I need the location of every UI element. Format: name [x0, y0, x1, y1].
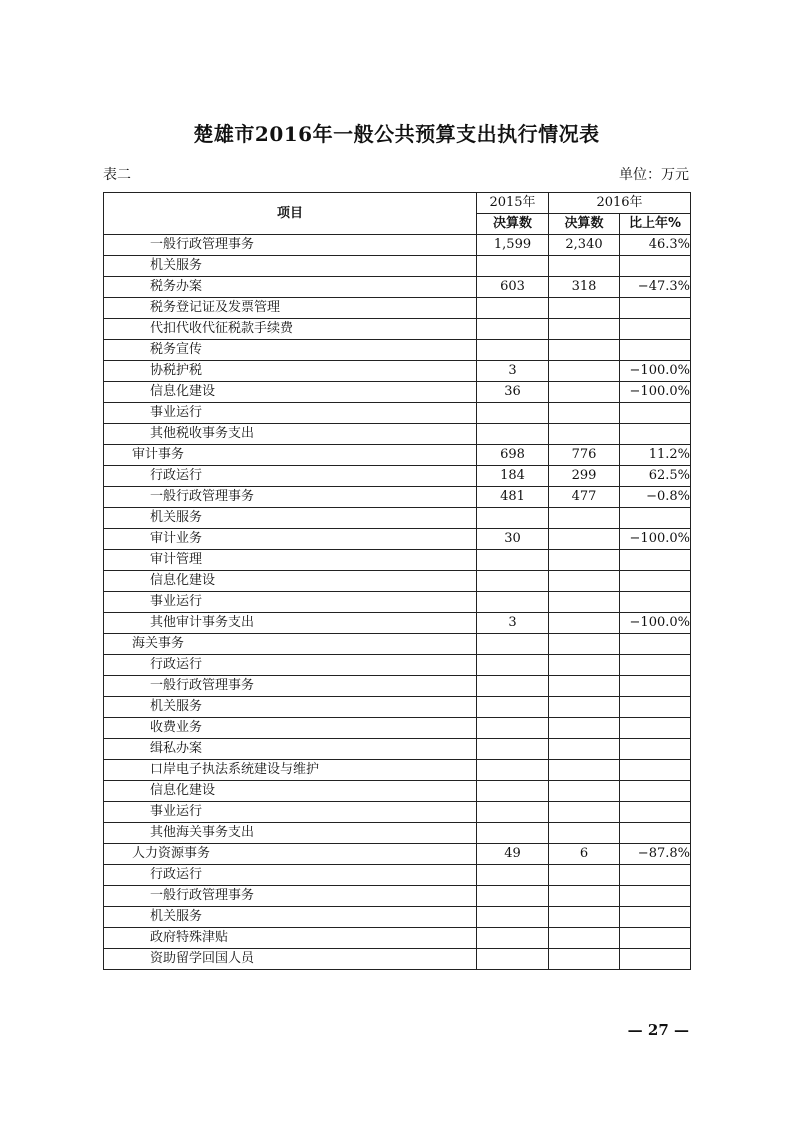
row-yoy-percent	[620, 508, 691, 529]
table-row	[104, 298, 691, 319]
row-item-name: 税务宣传	[104, 340, 477, 361]
table-row	[104, 445, 691, 466]
row-item-name: 一般行政管理事务	[104, 235, 477, 256]
row-value-2016	[549, 928, 620, 949]
row-yoy-percent	[620, 403, 691, 424]
table-header	[104, 193, 691, 235]
table-row	[104, 844, 691, 865]
row-item-name: 信息化建设	[104, 571, 477, 592]
row-yoy-percent	[620, 781, 691, 802]
table-row	[104, 277, 691, 298]
table-body	[104, 235, 691, 970]
row-yoy-percent: 62.5%	[620, 466, 691, 487]
table-row	[104, 550, 691, 571]
row-item-name: 行政运行	[104, 865, 477, 886]
table-row	[104, 256, 691, 277]
row-yoy-percent	[620, 571, 691, 592]
row-item-name: 税务办案	[104, 277, 477, 298]
table-row	[104, 466, 691, 487]
row-item-name: 机关服务	[104, 256, 477, 277]
row-item-name: 海关事务	[104, 634, 477, 655]
header-final-2016: 决算数	[549, 214, 620, 235]
row-value-2016	[549, 865, 620, 886]
row-yoy-percent	[620, 697, 691, 718]
row-value-2016: 776	[549, 445, 620, 466]
row-value-2015	[477, 781, 549, 802]
row-value-2016	[549, 634, 620, 655]
row-yoy-percent	[620, 655, 691, 676]
row-yoy-percent	[620, 949, 691, 970]
row-item-name: 人力资源事务	[104, 844, 477, 865]
row-yoy-percent	[620, 550, 691, 571]
table-row	[104, 928, 691, 949]
row-value-2016	[549, 298, 620, 319]
row-yoy-percent	[620, 592, 691, 613]
row-value-2016	[549, 592, 620, 613]
table-row	[104, 361, 691, 382]
header-final-2015: 决算数	[477, 214, 549, 235]
row-yoy-percent	[620, 634, 691, 655]
row-item-name: 机关服务	[104, 508, 477, 529]
row-value-2015	[477, 760, 549, 781]
row-value-2015: 184	[477, 466, 549, 487]
row-yoy-percent: −100.0%	[620, 529, 691, 550]
row-value-2015	[477, 823, 549, 844]
row-item-name: 审计业务	[104, 529, 477, 550]
row-yoy-percent	[620, 298, 691, 319]
row-value-2015	[477, 865, 549, 886]
row-item-name: 政府特殊津贴	[104, 928, 477, 949]
row-item-name: 一般行政管理事务	[104, 487, 477, 508]
row-yoy-percent	[620, 865, 691, 886]
row-value-2016	[549, 802, 620, 823]
row-yoy-percent: 46.3%	[620, 235, 691, 256]
table-row	[104, 823, 691, 844]
row-value-2015	[477, 655, 549, 676]
table-row	[104, 403, 691, 424]
row-yoy-percent	[620, 907, 691, 928]
row-value-2015: 36	[477, 382, 549, 403]
row-yoy-percent	[620, 319, 691, 340]
row-item-name: 代扣代收代征税款手续费	[104, 319, 477, 340]
row-item-name: 税务登记证及发票管理	[104, 298, 477, 319]
row-yoy-percent	[620, 739, 691, 760]
row-value-2016: 299	[549, 466, 620, 487]
table-row	[104, 907, 691, 928]
row-yoy-percent: −0.8%	[620, 487, 691, 508]
row-value-2016: 6	[549, 844, 620, 865]
row-yoy-percent: 11.2%	[620, 445, 691, 466]
row-value-2015	[477, 739, 549, 760]
row-value-2015: 1,599	[477, 235, 549, 256]
row-value-2016	[549, 424, 620, 445]
row-value-2016	[549, 508, 620, 529]
row-item-name: 事业运行	[104, 802, 477, 823]
row-value-2015	[477, 256, 549, 277]
row-item-name: 审计管理	[104, 550, 477, 571]
row-value-2015	[477, 928, 549, 949]
row-item-name: 协税护税	[104, 361, 477, 382]
table-row	[104, 949, 691, 970]
row-value-2016: 477	[549, 487, 620, 508]
row-item-name: 审计事务	[104, 445, 477, 466]
header-year-2016: 2016年	[549, 193, 691, 214]
table-row	[104, 634, 691, 655]
header-year-2015: 2015年	[477, 193, 549, 214]
row-value-2016	[549, 403, 620, 424]
row-item-name: 资助留学回国人员	[104, 949, 477, 970]
row-yoy-percent: −47.3%	[620, 277, 691, 298]
budget-table	[103, 192, 691, 970]
table-row	[104, 319, 691, 340]
row-value-2016	[549, 739, 620, 760]
row-value-2016	[549, 760, 620, 781]
row-item-name: 一般行政管理事务	[104, 676, 477, 697]
table-row	[104, 697, 691, 718]
row-value-2015	[477, 949, 549, 970]
row-yoy-percent	[620, 718, 691, 739]
row-value-2015	[477, 508, 549, 529]
row-item-name: 一般行政管理事务	[104, 886, 477, 907]
table-row	[104, 781, 691, 802]
row-item-name: 其他税收事务支出	[104, 424, 477, 445]
row-item-name: 信息化建设	[104, 781, 477, 802]
row-yoy-percent	[620, 424, 691, 445]
table-row	[104, 760, 691, 781]
row-value-2016	[549, 781, 620, 802]
table-row	[104, 382, 691, 403]
row-yoy-percent	[620, 928, 691, 949]
table-row	[104, 424, 691, 445]
row-item-name: 行政运行	[104, 655, 477, 676]
row-value-2016	[549, 382, 620, 403]
row-yoy-percent	[620, 760, 691, 781]
row-value-2015	[477, 697, 549, 718]
row-value-2016	[549, 907, 620, 928]
row-yoy-percent	[620, 256, 691, 277]
page-title: 楚雄市2016年一般公共预算支出执行情况表	[193, 122, 600, 146]
table-row	[104, 508, 691, 529]
row-yoy-percent	[620, 886, 691, 907]
row-item-name: 收费业务	[104, 718, 477, 739]
row-value-2015	[477, 403, 549, 424]
row-value-2016: 318	[549, 277, 620, 298]
row-value-2016	[549, 676, 620, 697]
row-value-2016: 2,340	[549, 235, 620, 256]
table-row	[104, 886, 691, 907]
table-row	[104, 739, 691, 760]
table-row	[104, 340, 691, 361]
row-value-2015	[477, 571, 549, 592]
row-value-2015	[477, 319, 549, 340]
row-item-name: 口岸电子执法系统建设与维护	[104, 760, 477, 781]
table-row	[104, 655, 691, 676]
row-value-2016	[549, 655, 620, 676]
row-value-2015	[477, 802, 549, 823]
row-item-name: 缉私办案	[104, 739, 477, 760]
row-value-2015: 698	[477, 445, 549, 466]
table-row	[104, 592, 691, 613]
row-value-2016	[549, 256, 620, 277]
row-value-2016	[549, 319, 620, 340]
table-row	[104, 718, 691, 739]
row-value-2015	[477, 634, 549, 655]
row-yoy-percent: −100.0%	[620, 382, 691, 403]
table-row	[104, 571, 691, 592]
row-value-2016	[549, 949, 620, 970]
row-value-2015	[477, 550, 549, 571]
row-value-2015	[477, 886, 549, 907]
row-value-2015	[477, 340, 549, 361]
table-row	[104, 487, 691, 508]
row-value-2016	[549, 613, 620, 634]
table-row	[104, 865, 691, 886]
row-value-2015: 603	[477, 277, 549, 298]
table-row	[104, 676, 691, 697]
row-value-2015	[477, 676, 549, 697]
row-item-name: 行政运行	[104, 466, 477, 487]
row-value-2015	[477, 592, 549, 613]
row-value-2016	[549, 361, 620, 382]
row-value-2016	[549, 823, 620, 844]
row-item-name: 信息化建设	[104, 382, 477, 403]
row-item-name: 机关服务	[104, 697, 477, 718]
row-value-2015	[477, 718, 549, 739]
row-value-2015	[477, 424, 549, 445]
table-row	[104, 613, 691, 634]
unit-label: 单位：万元	[619, 167, 689, 183]
row-yoy-percent	[620, 823, 691, 844]
row-value-2016	[549, 340, 620, 361]
row-value-2015: 30	[477, 529, 549, 550]
row-item-name: 事业运行	[104, 403, 477, 424]
row-value-2015: 481	[477, 487, 549, 508]
row-yoy-percent: −100.0%	[620, 361, 691, 382]
row-value-2015: 3	[477, 613, 549, 634]
row-value-2015	[477, 907, 549, 928]
page-number: — 27 —	[627, 1021, 689, 1039]
row-value-2016	[549, 697, 620, 718]
row-value-2016	[549, 718, 620, 739]
row-value-2016	[549, 550, 620, 571]
row-yoy-percent: −87.8%	[620, 844, 691, 865]
row-item-name: 机关服务	[104, 907, 477, 928]
table-row	[104, 235, 691, 256]
table-row	[104, 529, 691, 550]
row-yoy-percent: −100.0%	[620, 613, 691, 634]
row-yoy-percent	[620, 340, 691, 361]
table-number: 表二	[103, 167, 131, 183]
row-value-2015	[477, 298, 549, 319]
row-yoy-percent	[620, 676, 691, 697]
row-value-2015: 49	[477, 844, 549, 865]
row-value-2016	[549, 529, 620, 550]
row-yoy-percent	[620, 802, 691, 823]
row-value-2016	[549, 886, 620, 907]
row-value-2015: 3	[477, 361, 549, 382]
row-item-name: 其他审计事务支出	[104, 613, 477, 634]
header-item: 项目	[104, 193, 477, 235]
row-item-name: 事业运行	[104, 592, 477, 613]
header-yoy: 比上年%	[620, 214, 691, 235]
row-value-2016	[549, 571, 620, 592]
table-row	[104, 802, 691, 823]
row-item-name: 其他海关事务支出	[104, 823, 477, 844]
